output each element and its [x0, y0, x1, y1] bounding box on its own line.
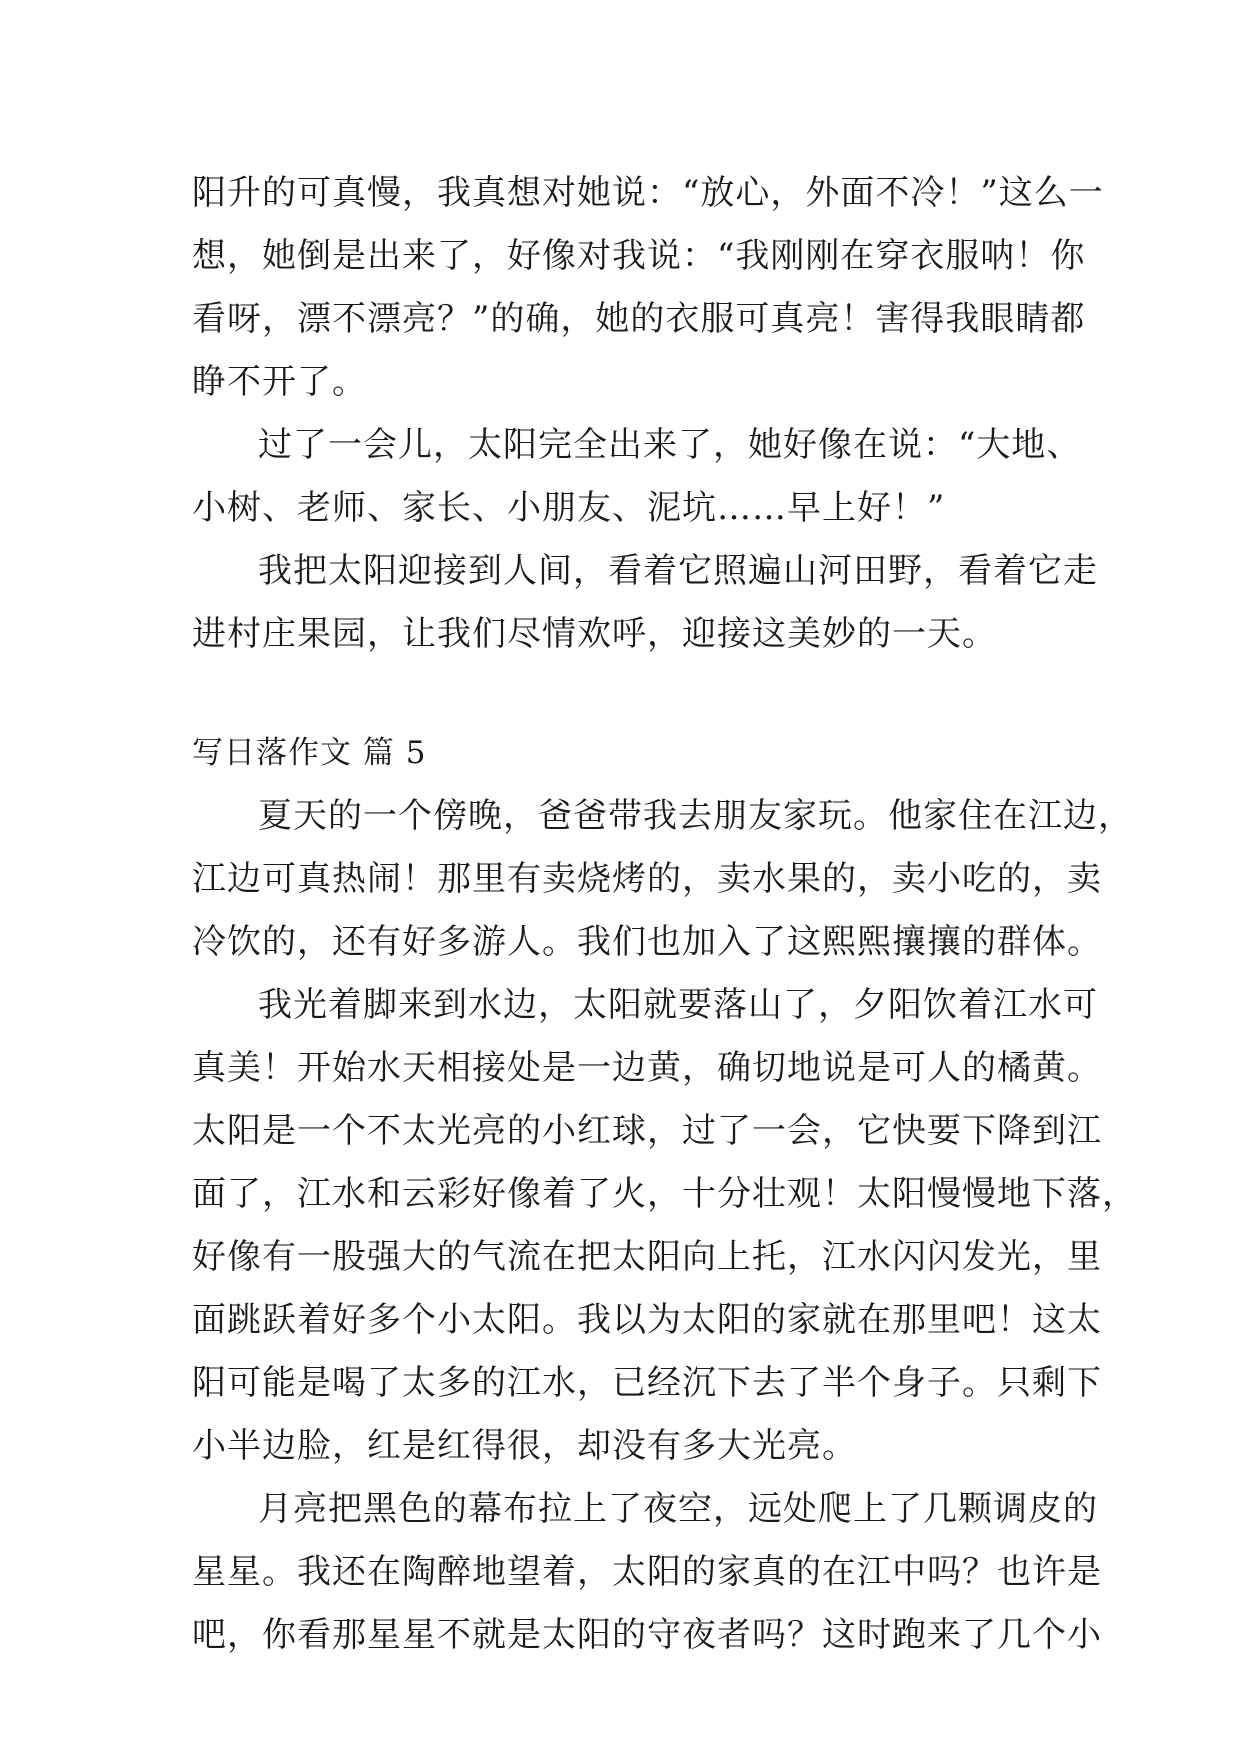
text-line: 看呀，漂不漂亮？”的确，她的衣服可真亮！害得我眼睛都 — [192, 299, 1086, 339]
text-line: 面了，江水和云彩好像着了火，十分壮观！太阳慢慢地下落， — [192, 1174, 1137, 1214]
text-line: 真美！开始水天相接处是一边黄，确切地说是可人的橘黄。 — [192, 1048, 1102, 1088]
text-line: 太阳是一个不太光亮的小红球，过了一会，它快要下降到江 — [192, 1111, 1102, 1151]
section-heading: 写日落作文 篇 5 — [192, 735, 427, 771]
text-line: 冷饮的，还有好多游人。我们也加入了这熙熙攘攘的群体。 — [192, 922, 1102, 962]
text-line: 星星。我还在陶醉地望着，太阳的家真的在江中吗？也许是 — [192, 1552, 1102, 1592]
text-line: 进村庄果园，让我们尽情欢呼，迎接这美妙的一天。 — [192, 614, 997, 654]
paragraph — [192, 540, 1098, 666]
paragraph — [192, 162, 1104, 414]
text-line: 小树、老师、家长、小朋友、泥坑……早上好！” — [192, 488, 946, 528]
text-line: 阳可能是喝了太多的江水，已经沉下去了半个身子。只剩下 — [192, 1363, 1102, 1403]
paragraph — [192, 414, 1082, 540]
text-line: 阳升的可真慢，我真想对她说：“放心，外面不冷！”这么一 — [192, 173, 1104, 213]
text-line: 吧，你看那星星不就是太阳的守夜者吗？这时跑来了几个小 — [192, 1615, 1102, 1655]
document-page — [192, 162, 1137, 1667]
paragraph — [192, 974, 1137, 1478]
text-line: 过了一会儿，太阳完全出来了，她好像在说：“大地、 — [258, 425, 1082, 465]
text-line: 面跳跃着好多个小太阳。我以为太阳的家就在那里吧！这太 — [192, 1300, 1102, 1340]
text-line: 月亮把黑色的幕布拉上了夜空，远处爬上了几颗调皮的 — [258, 1489, 1098, 1529]
paragraph — [192, 785, 1133, 974]
text-line: 想，她倒是出来了，好像对我说：“我刚刚在穿衣服呐！你 — [192, 236, 1086, 276]
text-line: 好像有一股强大的气流在把太阳向上托，江水闪闪发光，里 — [192, 1237, 1102, 1277]
paragraph — [192, 1478, 1102, 1667]
text-line: 小半边脸，红是红得很，却没有多大光亮。 — [192, 1426, 857, 1466]
text-line: 我把太阳迎接到人间，看着它照遍山河田野，看着它走 — [258, 551, 1098, 591]
text-line: 睁不开了。 — [192, 362, 367, 402]
text-line: 夏天的一个傍晚，爸爸带我去朋友家玩。他家住在江边， — [258, 796, 1133, 836]
text-line: 我光着脚来到水边，太阳就要落山了，夕阳饮着江水可 — [258, 985, 1098, 1025]
text-line: 江边可真热闹！那里有卖烧烤的，卖水果的，卖小吃的，卖 — [192, 859, 1102, 899]
section-gap — [192, 666, 1062, 722]
